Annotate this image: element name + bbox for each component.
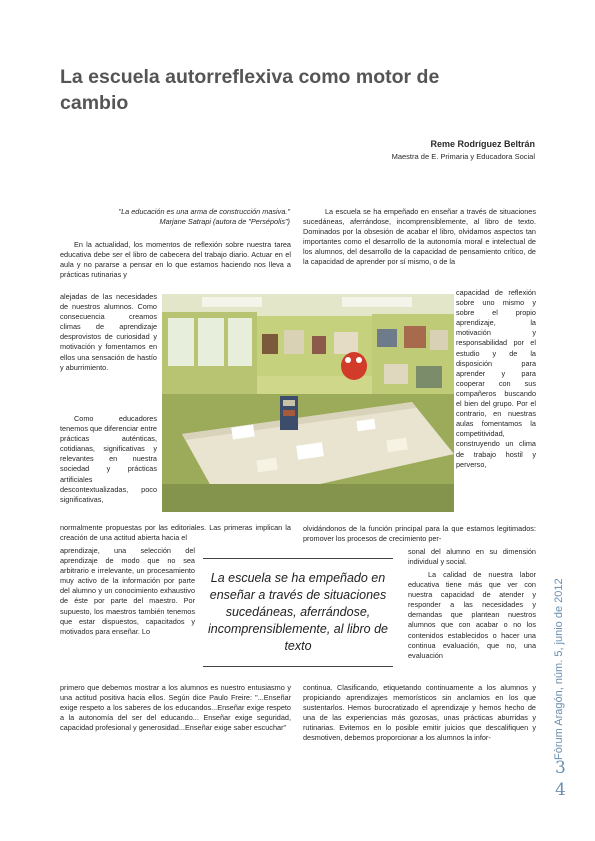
author-affiliation: Maestra de E. Primaria y Educadora Social <box>391 152 535 161</box>
right-paragraph-1: La escuela se ha empeñado en enseñar a través de situaciones sucedáneas, aferrándose, incomprensiblemente, al libro de texto. Dominados por la obsesión de acabar el libro, olvidamos aspectos tan importantes como el desarrollo de la autonomía moral e intelectual de los alumnos, del desarrollo de la capacidad de pensamiento crítico, de la capacidad de aprender por sí mismo, o de la <box>303 207 536 267</box>
epigraph <box>60 207 290 227</box>
article-title: La escuela autorreflexiva como motor de cambio <box>60 66 440 114</box>
right-paragraph-1-continued: capacidad de reflexión sobre uno mismo y sobre el propio aprendizaje, la motivación y responsabilidad por el estudio y de la disposición para aprender y para cooperar con sus compañeros buscando el bien del grupo. Por el contrario, en nuestras aulas fomentamos la competitividad, construyendo un clima de trabajo hostil y perverso, <box>456 288 536 469</box>
epigraph-quote: "La educación es una arma de construcción masiva." <box>118 207 290 216</box>
right-paragraph-2: La calidad de nuestra labor educativa tiene más que ver con nuestra capacidad de atender y responder a las necesidades y demandas que plantean nuestros alumnos que con acabar o no los contenidos establecidos o hacer una continua evaluación, que no, una evaluación <box>408 570 536 660</box>
page-number-digit-2: 4 <box>555 780 566 800</box>
article-author: Reme Rodríguez Beltrán <box>430 139 535 149</box>
left-paragraph-2-end: primero que debemos mostrar a los alumnos es nuestro entusiasmo y una actitud positiva hacia ellos. Según dice Paulo Freire: "...Enseñar exige respeto a los saberes de los educandos...Enseñar exige respeto a la autonomía del ser del educando... Enseñar exige seguridad, capacidad profesional y generosidad...Enseñar exige saber escuchar" <box>60 683 291 733</box>
left-paragraph-2-beside-pullquote: aprendizaje, una selección del aprendizaje de modo que no sea arbitrario e irrelevante, un procesamiento muy activo de la información por parte del alumno y un conocimiento exhaustivo de éste por parte del maestro. Por supuesto, los maestros también tenemos que estar dispuestos, capacitados y motivados para enseñar. Lo <box>60 546 195 636</box>
classroom-photo <box>162 294 454 512</box>
pull-quote-text: La escuela se ha empeñado en enseñar a través de situaciones sucedáneas, aferrándose, incomprensiblemente, al libro de texto <box>208 571 388 653</box>
page-number-digit-1: 3 <box>555 758 566 778</box>
classroom-illustration <box>162 294 454 512</box>
right-paragraph-2-end: continua. Clasificando, etiquetando continuamente a los alumnos y propiciando aprendizajes memorísticos sin anclamios en los que sustentarlos. Hemos burocratizado el aprendizaje y hemos hecho de una de las experiencias más gozosas, unas prácticas aburridas y rutinarias. Evitemos en lo posible emitir juicios que descalifiquen y desmotiven, debemos proporcionar a los alumnos la infor- <box>303 683 536 743</box>
right-paragraph-1-end: olvidándonos de la función principal para la que estamos legitimados: promover los procesos de crecimiento per- <box>303 524 536 544</box>
left-paragraph-2-continued: normalmente propuestas por las editoriales. Las primeras implican la creación de una actitud abierta hacia el <box>60 523 291 543</box>
epigraph-attribution: Marjane Satrapi (autora de "Persépolis") <box>159 217 290 227</box>
left-paragraph-1: En la actualidad, los momentos de reflexión sobre nuestra tarea educativa debe ser el libro de cabecera del trabajo diario. Actuar en el aula y no pararse a pensar en lo que estamos haciendo nos lleva a prácticas rutinarias y <box>60 240 291 280</box>
left-paragraph-2: Como educadores tenemos que diferenciar entre prácticas auténticas, cotidianas, significativas y relevantes en nuestra sociedad y prácticas artificiales descontextualizadas, poco significativas, <box>60 414 157 504</box>
left-paragraph-1-continued: alejadas de las necesidades de nuestros alumnos. Como consecuencia creamos climas de aprendizaje desprovistos de curiosidad y motivación y fomentamos en ellos una sensación de hastío y aburrimiento. <box>60 292 157 372</box>
pull-quote <box>203 558 393 667</box>
journal-issue-label: Fòrum Aragón, núm. 5, junio de 2012 <box>553 578 565 760</box>
right-paragraph-1-beside-pullquote: sonal del alumno en su dimensión individual y social. <box>408 547 536 567</box>
